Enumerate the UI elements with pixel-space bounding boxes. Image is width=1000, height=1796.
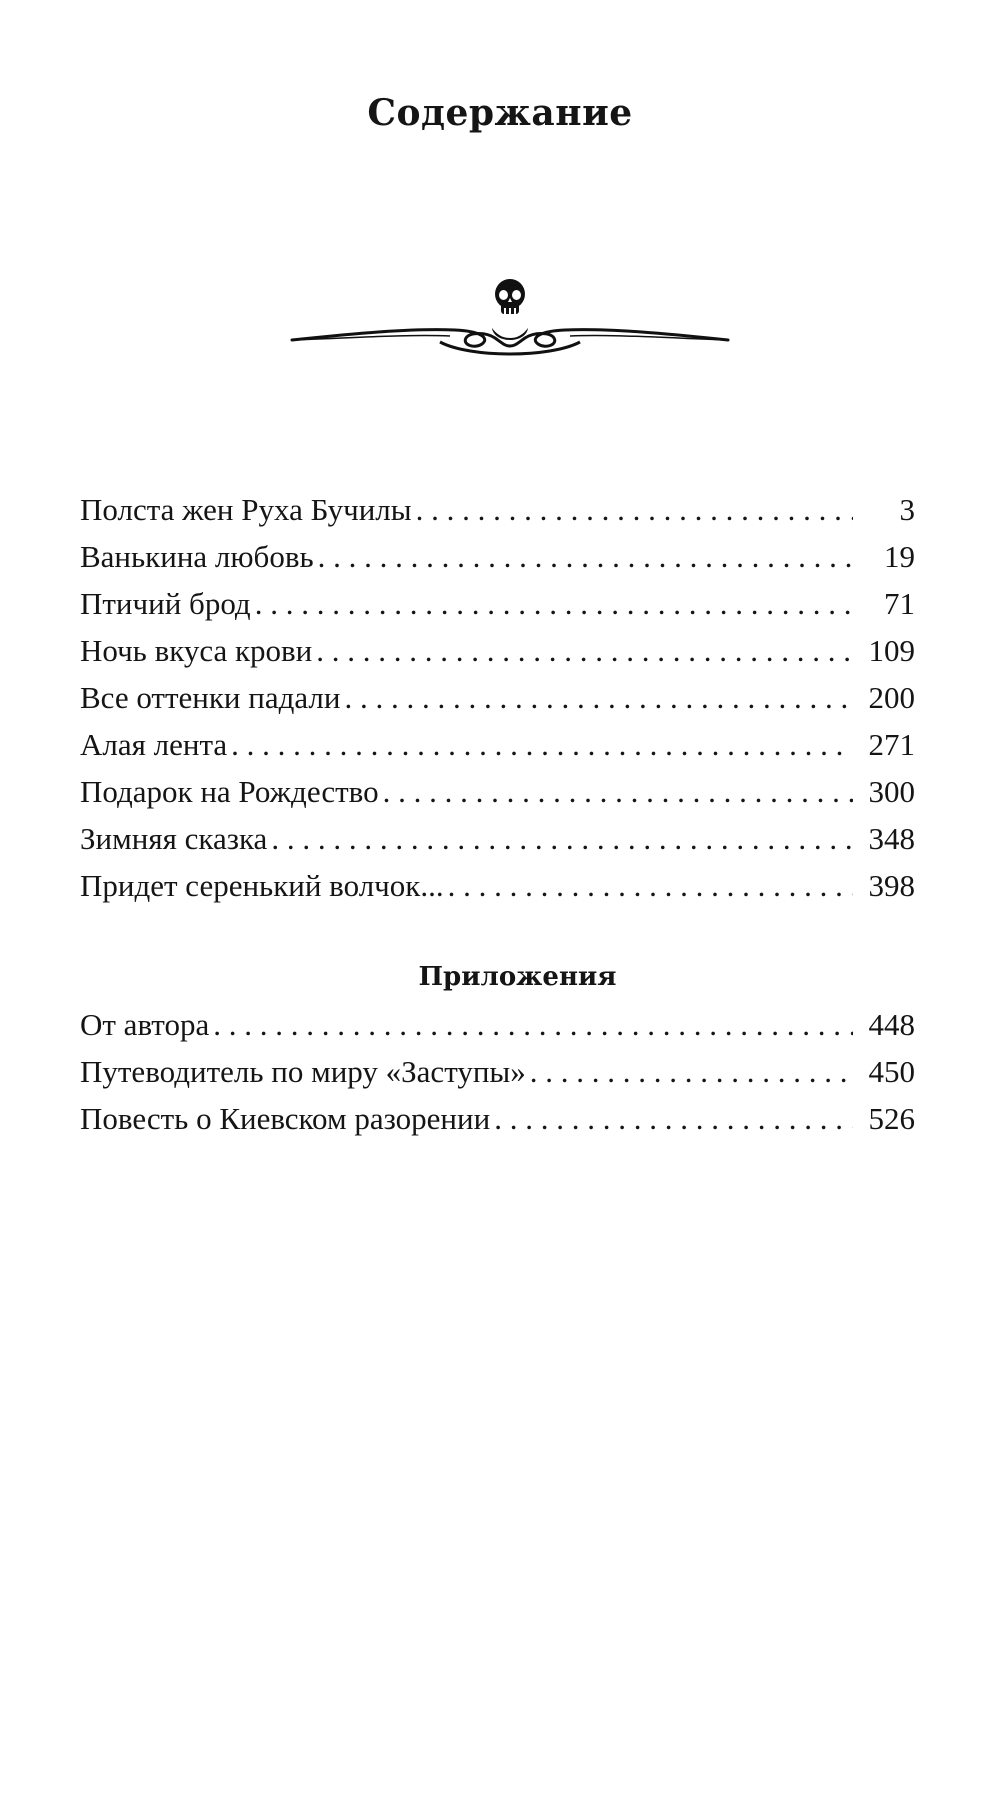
dot-leader — [231, 721, 853, 768]
toc-entry-page: 450 — [868, 1054, 915, 1089]
toc-entry[interactable] — [80, 815, 915, 862]
dot-leader — [255, 580, 853, 627]
dot-leader — [448, 862, 853, 909]
toc-entry[interactable] — [80, 721, 915, 768]
toc-entry[interactable] — [80, 862, 915, 909]
skull-flourish-ornament-icon — [290, 272, 730, 362]
dot-leader — [271, 815, 853, 862]
toc-entry-title: От автора — [80, 1007, 210, 1042]
dot-leader — [530, 1048, 853, 1095]
table-of-contents — [80, 486, 915, 909]
toc-entry-title: Повесть о Киевском разорении — [80, 1101, 491, 1136]
dot-leader — [383, 768, 853, 815]
toc-entry-title: Придет серенький волчок... — [80, 868, 444, 903]
toc-entry[interactable] — [80, 1095, 915, 1142]
appendix-contents — [80, 1001, 915, 1142]
toc-entry-page: 348 — [868, 821, 915, 856]
toc-entry-page: 109 — [868, 633, 915, 668]
dot-leader — [318, 533, 853, 580]
toc-entry-page: 271 — [868, 727, 915, 762]
toc-entry[interactable] — [80, 580, 915, 627]
toc-entry-page: 398 — [868, 868, 915, 903]
toc-entry-page: 3 — [899, 492, 915, 527]
dot-leader — [316, 627, 853, 674]
toc-entry[interactable] — [80, 1001, 915, 1048]
toc-entry-title: Алая лента — [80, 727, 228, 762]
toc-entry[interactable] — [80, 768, 915, 815]
toc-entry-title: Подарок на Рождество — [80, 774, 379, 809]
dot-leader — [344, 674, 853, 721]
toc-entry[interactable] — [80, 486, 915, 533]
toc-entry-title: Ночь вкуса крови — [80, 633, 313, 668]
toc-entry[interactable] — [80, 533, 915, 580]
toc-entry-page: 200 — [868, 680, 915, 715]
dot-leader — [213, 1001, 853, 1048]
toc-entry[interactable] — [80, 627, 915, 674]
page-title: Содержание — [367, 92, 633, 134]
toc-entry-title: Птичий брод — [80, 586, 251, 621]
toc-entry-title: Ванькина любовь — [80, 539, 314, 574]
toc-entry-page: 71 — [884, 586, 915, 621]
toc-entry[interactable] — [80, 674, 915, 721]
dot-leader — [416, 486, 853, 533]
toc-entry-title: Все оттенки падали — [80, 680, 341, 715]
toc-entry-page: 19 — [884, 539, 915, 574]
dot-leader — [494, 1095, 853, 1142]
toc-entry-page: 300 — [868, 774, 915, 809]
toc-entry-page: 448 — [868, 1007, 915, 1042]
toc-entry[interactable] — [80, 1048, 915, 1095]
toc-entry-page: 526 — [868, 1101, 915, 1136]
toc-entry-title: Путеводитель по миру «Заступы» — [80, 1054, 526, 1089]
toc-entry-title: Зимняя сказка — [80, 821, 268, 856]
appendix-heading: Приложения — [418, 962, 617, 992]
toc-entry-title: Полста жен Руха Бучилы — [80, 492, 412, 527]
